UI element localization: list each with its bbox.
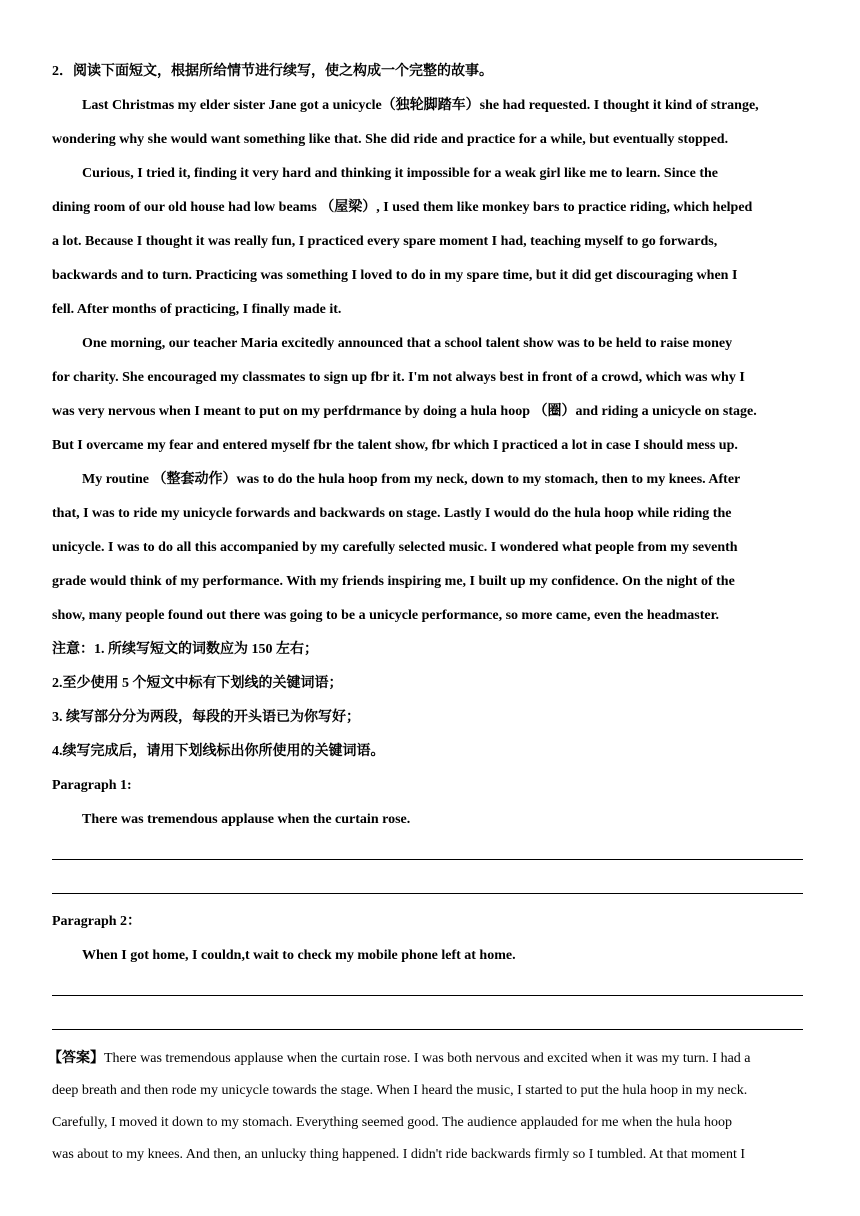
writing-line[interactable] bbox=[52, 1007, 812, 1041]
passage-line: grade would think of my performance. With my friends inspiring me, I built up my confidence. On the night of the bbox=[52, 574, 735, 589]
answer-line bbox=[52, 1139, 812, 1171]
document-page bbox=[48, 55, 812, 1171]
instruction-note: 2.至少使用 5 个短文中标有下划线的关键词语； bbox=[52, 676, 343, 691]
passage-line: One morning, our teacher Maria excitedly announced that a school talent show was to be held to raise money bbox=[82, 336, 733, 351]
answer-text: deep breath and then rode my unicycle towards the stage. When I heard the music, I started to put the hula hoop in my neck. bbox=[52, 1083, 748, 1098]
passage-line: that, I was to ride my unicycle forwards and backwards on stage. Lastly I would do the hula hoop while riding the bbox=[52, 506, 732, 521]
instructions bbox=[52, 633, 812, 769]
writing-line[interactable] bbox=[52, 871, 812, 905]
question-title: 2．阅读下面短文，根据所给情节进行续写，使之构成一个完整的故事。 bbox=[52, 64, 493, 79]
passage-line: But I overcame my fear and entered myself fbr the talent show, fbr which I practiced a lot in case I should mess up. bbox=[52, 438, 738, 453]
answer-line bbox=[52, 1107, 812, 1139]
answer-label: 【答案】 bbox=[48, 1051, 104, 1066]
answer-section bbox=[48, 1043, 812, 1171]
answer-line bbox=[48, 1043, 812, 1075]
instruction-note: 注意：1. 所续写短文的词数应为 150 左右； bbox=[52, 642, 318, 657]
answer-text: was about to my knees. And then, an unlucky thing happened. I didn't ride backwards firmly so I tumbled. At that moment I bbox=[52, 1147, 746, 1162]
passage-line: was very nervous when I meant to put on my perfdrmance by doing a hula hoop （圈）and riding a unicycle on stage. bbox=[52, 404, 757, 419]
story-passage bbox=[52, 89, 812, 633]
writing-line[interactable] bbox=[52, 973, 812, 1007]
passage-line: backwards and to turn. Practicing was something I loved to do in my spare time, but it did get discouraging when I bbox=[52, 268, 738, 283]
passage-line: a lot. Because I thought it was really fun, I practiced every spare moment I had, teaching myself to go forwards, bbox=[52, 234, 718, 249]
passage-line: show, many people found out there was going to be a unicycle performance, so more came, even the headmaster. bbox=[52, 608, 720, 623]
passage-line: wondering why she would want something like that. She did ride and practice for a while, but eventually stopped. bbox=[52, 132, 729, 147]
instruction-note: 3. 续写部分分为两段，每段的开头语已为你写好； bbox=[52, 710, 360, 725]
answer-text: Carefully, I moved it down to my stomach. Everything seemed good. The audience applauded for me when the hula hoop bbox=[52, 1115, 732, 1130]
passage-line: Last Christmas my elder sister Jane got a unicycle（独轮脚踏车）she had requested. I thought it kind of strange, bbox=[82, 98, 759, 113]
answer-text: There was tremendous applause when the curtain rose. I was both nervous and excited when it was my turn. I had a bbox=[104, 1051, 751, 1066]
answer-line bbox=[52, 1075, 812, 1107]
passage-line: unicycle. I was to do all this accompanied by my carefully selected music. I wondered what people from my seventh bbox=[52, 540, 738, 555]
instruction-note: 4.续写完成后，请用下划线标出你所使用的关键词语。 bbox=[52, 744, 385, 759]
passage-line: dining room of our old house had low beams （屋梁）, I used them like monkey bars to practice riding, which helped bbox=[52, 200, 753, 215]
paragraph2-label: Paragraph 2： bbox=[52, 914, 142, 929]
paragraph1-opening: There was tremendous applause when the curtain rose. bbox=[82, 812, 411, 827]
paragraph2-opening: When I got home, I couldn,t wait to check my mobile phone left at home. bbox=[82, 948, 516, 963]
passage-line: fell. After months of practicing, I finally made it. bbox=[52, 302, 342, 317]
writing-line[interactable] bbox=[52, 837, 812, 871]
passage-line: Curious, I tried it, finding it very hard and thinking it impossible for a weak girl like me to learn. Since the bbox=[82, 166, 718, 181]
passage-line: for charity. She encouraged my classmates to sign up fbr it. I'm not always best in front of a crowd, which was why I bbox=[52, 370, 745, 385]
passage-line: My routine （整套动作）was to do the hula hoop from my neck, down to my stomach, then to my knees. After bbox=[82, 472, 741, 487]
paragraph1-label: Paragraph 1: bbox=[52, 778, 132, 793]
